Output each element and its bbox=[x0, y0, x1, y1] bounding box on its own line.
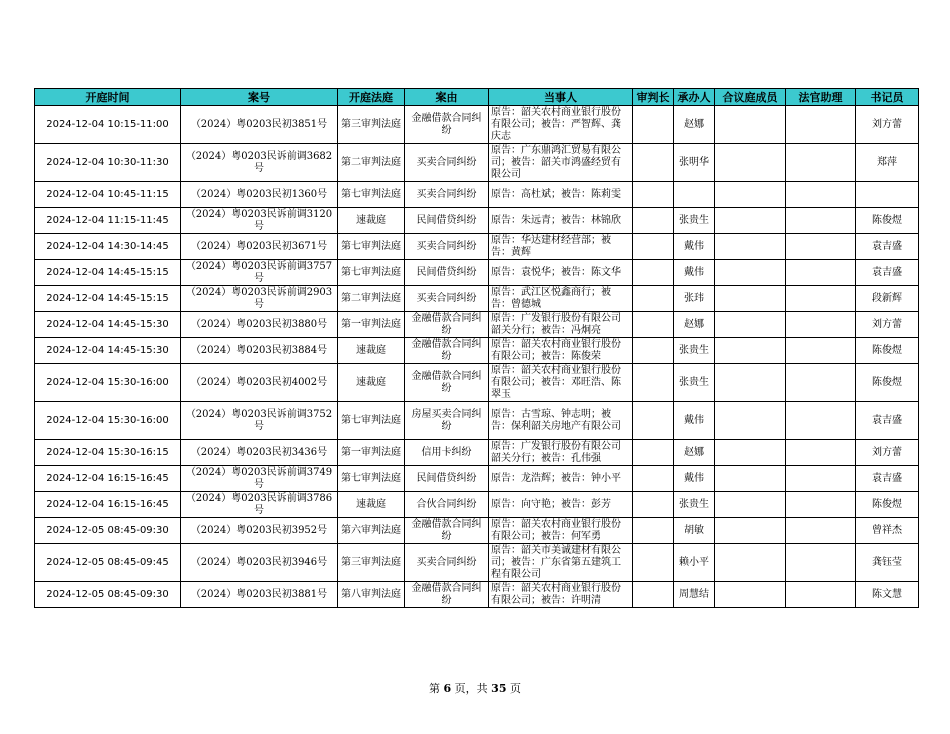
table-row bbox=[35, 208, 919, 234]
parties-cell: 原告：广东鼎鸿汇贸易有限公司；被告：韶关市鸿盛经贸有限公司 bbox=[489, 144, 633, 182]
cause-cell: 买卖合同纠纷 bbox=[405, 144, 489, 182]
case-number-cell: （2024）粤0203民初3881号 bbox=[181, 582, 338, 608]
panel-members-cell bbox=[715, 518, 786, 544]
case-number-cell: （2024）粤0203民诉前调3749号 bbox=[181, 466, 338, 492]
handler-cell: 戴伟 bbox=[674, 466, 715, 492]
header-time: 开庭时间 bbox=[35, 89, 181, 106]
cause-cell: 金融借款合同纠纷 bbox=[405, 582, 489, 608]
case-number-cell: （2024）粤0203民初3671号 bbox=[181, 234, 338, 260]
clerk-cell: 段新辉 bbox=[856, 286, 919, 312]
parties-cell: 原告：广发银行股份有限公司韶关分行；被告：冯炯亮 bbox=[489, 312, 633, 338]
table-row bbox=[35, 402, 919, 440]
panel-members-cell bbox=[715, 440, 786, 466]
clerk-cell: 袁吉盛 bbox=[856, 260, 919, 286]
table-row bbox=[35, 106, 919, 144]
case-number-cell: （2024）粤0203民初3851号 bbox=[181, 106, 338, 144]
header-clerk: 书记员 bbox=[856, 89, 919, 106]
parties-cell: 原告：韶关农村商业银行股份有限公司；被告：严智辉、龚庆志 bbox=[489, 106, 633, 144]
handler-cell: 赵娜 bbox=[674, 106, 715, 144]
table-row bbox=[35, 492, 919, 518]
cause-cell: 信用卡纠纷 bbox=[405, 440, 489, 466]
table-row bbox=[35, 312, 919, 338]
panel-members-cell bbox=[715, 234, 786, 260]
cause-cell: 金融借款合同纠纷 bbox=[405, 312, 489, 338]
table-row bbox=[35, 582, 919, 608]
court-cell: 第七审判法庭 bbox=[338, 182, 405, 208]
footer-total-pages: 35 bbox=[491, 682, 507, 695]
header-panel-members: 合议庭成员 bbox=[715, 89, 786, 106]
footer-middle: 页，共 bbox=[451, 682, 492, 695]
cause-cell: 金融借款合同纠纷 bbox=[405, 518, 489, 544]
parties-cell: 原告：袁悦华；被告：陈文华 bbox=[489, 260, 633, 286]
table-row bbox=[35, 544, 919, 582]
judge-assistant-cell bbox=[786, 544, 856, 582]
presiding-judge-cell bbox=[633, 364, 674, 402]
court-cell: 第一审判法庭 bbox=[338, 440, 405, 466]
case-number-cell: （2024）粤0203民初3884号 bbox=[181, 338, 338, 364]
clerk-cell: 陈文慧 bbox=[856, 582, 919, 608]
panel-members-cell bbox=[715, 544, 786, 582]
case-number-cell: （2024）粤0203民诉前调3786号 bbox=[181, 492, 338, 518]
presiding-judge-cell bbox=[633, 402, 674, 440]
time-cell: 2024-12-04 10:30-11:30 bbox=[35, 144, 181, 182]
header-row bbox=[35, 89, 919, 106]
panel-members-cell bbox=[715, 466, 786, 492]
court-cell: 速裁庭 bbox=[338, 364, 405, 402]
time-cell: 2024-12-04 14:45-15:30 bbox=[35, 312, 181, 338]
table-row bbox=[35, 182, 919, 208]
panel-members-cell bbox=[715, 144, 786, 182]
cause-cell: 民间借贷纠纷 bbox=[405, 208, 489, 234]
handler-cell: 赵娜 bbox=[674, 440, 715, 466]
handler-cell: 戴伟 bbox=[674, 260, 715, 286]
handler-cell: 张贵生 bbox=[674, 492, 715, 518]
table-row bbox=[35, 466, 919, 492]
panel-members-cell bbox=[715, 402, 786, 440]
presiding-judge-cell bbox=[633, 582, 674, 608]
handler-cell: 戴伟 bbox=[674, 234, 715, 260]
clerk-cell: 龚钰莹 bbox=[856, 544, 919, 582]
header-presiding-judge: 审判长 bbox=[633, 89, 674, 106]
header-handler: 承办人 bbox=[674, 89, 715, 106]
presiding-judge-cell bbox=[633, 466, 674, 492]
presiding-judge-cell bbox=[633, 182, 674, 208]
table-row bbox=[35, 518, 919, 544]
judge-assistant-cell bbox=[786, 466, 856, 492]
panel-members-cell bbox=[715, 260, 786, 286]
table-row bbox=[35, 234, 919, 260]
presiding-judge-cell bbox=[633, 286, 674, 312]
court-cell: 速裁庭 bbox=[338, 338, 405, 364]
hearing-schedule-table bbox=[34, 88, 919, 608]
clerk-cell: 曾祥杰 bbox=[856, 518, 919, 544]
parties-cell: 原告：华达建材经营部；被告：黄辉 bbox=[489, 234, 633, 260]
case-number-cell: （2024）粤0203民初3952号 bbox=[181, 518, 338, 544]
cause-cell: 民间借贷纠纷 bbox=[405, 466, 489, 492]
table-row bbox=[35, 338, 919, 364]
judge-assistant-cell bbox=[786, 106, 856, 144]
judge-assistant-cell bbox=[786, 582, 856, 608]
time-cell: 2024-12-04 15:30-16:00 bbox=[35, 402, 181, 440]
case-number-cell: （2024）粤0203民初3880号 bbox=[181, 312, 338, 338]
court-cell: 第七审判法庭 bbox=[338, 234, 405, 260]
header-case-number: 案号 bbox=[181, 89, 338, 106]
handler-cell: 胡敏 bbox=[674, 518, 715, 544]
clerk-cell: 陈俊煜 bbox=[856, 364, 919, 402]
court-cell: 速裁庭 bbox=[338, 208, 405, 234]
cause-cell: 合伙合同纠纷 bbox=[405, 492, 489, 518]
panel-members-cell bbox=[715, 106, 786, 144]
time-cell: 2024-12-04 14:45-15:30 bbox=[35, 338, 181, 364]
parties-cell: 原告：朱远青；被告：林锦欣 bbox=[489, 208, 633, 234]
court-cell: 第三审判法庭 bbox=[338, 544, 405, 582]
case-number-cell: （2024）粤0203民初4002号 bbox=[181, 364, 338, 402]
panel-members-cell bbox=[715, 208, 786, 234]
handler-cell: 赖小平 bbox=[674, 544, 715, 582]
case-number-cell: （2024）粤0203民初3436号 bbox=[181, 440, 338, 466]
parties-cell: 原告：武江区悦鑫商行；被告：曾德城 bbox=[489, 286, 633, 312]
cause-cell: 买卖合同纠纷 bbox=[405, 182, 489, 208]
handler-cell: 张明华 bbox=[674, 144, 715, 182]
panel-members-cell bbox=[715, 286, 786, 312]
parties-cell: 原告：高杜斌；被告：陈莉雯 bbox=[489, 182, 633, 208]
presiding-judge-cell bbox=[633, 544, 674, 582]
footer-suffix: 页 bbox=[506, 682, 521, 695]
panel-members-cell bbox=[715, 582, 786, 608]
page-footer bbox=[0, 680, 950, 696]
case-number-cell: （2024）粤0203民初3946号 bbox=[181, 544, 338, 582]
presiding-judge-cell bbox=[633, 260, 674, 286]
clerk-cell: 陈俊煜 bbox=[856, 208, 919, 234]
header-parties: 当事人 bbox=[489, 89, 633, 106]
parties-cell: 原告：龙浩辉；被告：钟小平 bbox=[489, 466, 633, 492]
cause-cell: 买卖合同纠纷 bbox=[405, 544, 489, 582]
table-row bbox=[35, 144, 919, 182]
clerk-cell: 郑萍 bbox=[856, 144, 919, 182]
header-court: 开庭法庭 bbox=[338, 89, 405, 106]
time-cell: 2024-12-04 10:45-11:15 bbox=[35, 182, 181, 208]
court-cell: 第六审判法庭 bbox=[338, 518, 405, 544]
parties-cell: 原告：韶关农村商业银行股份有限公司；被告：何军勇 bbox=[489, 518, 633, 544]
time-cell: 2024-12-04 15:30-16:15 bbox=[35, 440, 181, 466]
table-row bbox=[35, 260, 919, 286]
court-cell: 第七审判法庭 bbox=[338, 466, 405, 492]
judge-assistant-cell bbox=[786, 182, 856, 208]
court-cell: 第三审判法庭 bbox=[338, 106, 405, 144]
judge-assistant-cell bbox=[786, 518, 856, 544]
parties-cell: 原告：韶关农村商业银行股份有限公司；被告：许明清 bbox=[489, 582, 633, 608]
footer-prefix: 第 bbox=[429, 682, 444, 695]
parties-cell: 原告：韶关农村商业银行股份有限公司；被告：陈俊荣 bbox=[489, 338, 633, 364]
presiding-judge-cell bbox=[633, 106, 674, 144]
case-number-cell: （2024）粤0203民诉前调3120号 bbox=[181, 208, 338, 234]
judge-assistant-cell bbox=[786, 492, 856, 518]
case-number-cell: （2024）粤0203民诉前调3757号 bbox=[181, 260, 338, 286]
case-number-cell: （2024）粤0203民初1360号 bbox=[181, 182, 338, 208]
handler-cell: 张贵生 bbox=[674, 364, 715, 402]
table-row bbox=[35, 440, 919, 466]
handler-cell: 戴伟 bbox=[674, 402, 715, 440]
time-cell: 2024-12-04 16:15-16:45 bbox=[35, 492, 181, 518]
parties-cell: 原告：向守艳；被告：彭芳 bbox=[489, 492, 633, 518]
handler-cell: 张贵生 bbox=[674, 338, 715, 364]
footer-page-number: 6 bbox=[443, 682, 452, 695]
judge-assistant-cell bbox=[786, 234, 856, 260]
judge-assistant-cell bbox=[786, 260, 856, 286]
time-cell: 2024-12-04 11:15-11:45 bbox=[35, 208, 181, 234]
judge-assistant-cell bbox=[786, 440, 856, 466]
judge-assistant-cell bbox=[786, 312, 856, 338]
parties-cell: 原告：古雪琼、钟志明；被告：保利韶关房地产有限公司 bbox=[489, 402, 633, 440]
case-number-cell: （2024）粤0203民诉前调3682号 bbox=[181, 144, 338, 182]
panel-members-cell bbox=[715, 182, 786, 208]
judge-assistant-cell bbox=[786, 208, 856, 234]
handler-cell: 张贵生 bbox=[674, 208, 715, 234]
judge-assistant-cell bbox=[786, 286, 856, 312]
handler-cell: 张玮 bbox=[674, 286, 715, 312]
header-judge-assistant: 法官助理 bbox=[786, 89, 856, 106]
clerk-cell: 刘方蕾 bbox=[856, 106, 919, 144]
clerk-cell: 袁吉盛 bbox=[856, 466, 919, 492]
court-cell: 第七审判法庭 bbox=[338, 402, 405, 440]
judge-assistant-cell bbox=[786, 338, 856, 364]
table-row bbox=[35, 364, 919, 402]
cause-cell: 民间借贷纠纷 bbox=[405, 260, 489, 286]
presiding-judge-cell bbox=[633, 492, 674, 518]
judge-assistant-cell bbox=[786, 144, 856, 182]
case-number-cell: （2024）粤0203民诉前调2903号 bbox=[181, 286, 338, 312]
clerk-cell bbox=[856, 182, 919, 208]
presiding-judge-cell bbox=[633, 144, 674, 182]
case-number-cell: （2024）粤0203民诉前调3752号 bbox=[181, 402, 338, 440]
handler-cell: 周慧结 bbox=[674, 582, 715, 608]
clerk-cell: 袁吉盛 bbox=[856, 402, 919, 440]
presiding-judge-cell bbox=[633, 208, 674, 234]
time-cell: 2024-12-04 14:45-15:15 bbox=[35, 286, 181, 312]
parties-cell: 原告：韶关市美诚建材有限公司；被告：广东省第五建筑工程有限公司 bbox=[489, 544, 633, 582]
cause-cell: 房屋买卖合同纠纷 bbox=[405, 402, 489, 440]
header-cause: 案由 bbox=[405, 89, 489, 106]
clerk-cell: 刘方蕾 bbox=[856, 312, 919, 338]
time-cell: 2024-12-05 08:45-09:30 bbox=[35, 518, 181, 544]
court-cell: 第二审判法庭 bbox=[338, 286, 405, 312]
cause-cell: 金融借款合同纠纷 bbox=[405, 364, 489, 402]
clerk-cell: 刘方蕾 bbox=[856, 440, 919, 466]
time-cell: 2024-12-04 15:30-16:00 bbox=[35, 364, 181, 402]
court-cell: 第七审判法庭 bbox=[338, 260, 405, 286]
handler-cell bbox=[674, 182, 715, 208]
presiding-judge-cell bbox=[633, 234, 674, 260]
presiding-judge-cell bbox=[633, 440, 674, 466]
judge-assistant-cell bbox=[786, 402, 856, 440]
handler-cell: 赵娜 bbox=[674, 312, 715, 338]
time-cell: 2024-12-04 14:45-15:15 bbox=[35, 260, 181, 286]
court-cell: 第八审判法庭 bbox=[338, 582, 405, 608]
time-cell: 2024-12-05 08:45-09:45 bbox=[35, 544, 181, 582]
cause-cell: 金融借款合同纠纷 bbox=[405, 106, 489, 144]
presiding-judge-cell bbox=[633, 338, 674, 364]
cause-cell: 买卖合同纠纷 bbox=[405, 234, 489, 260]
panel-members-cell bbox=[715, 338, 786, 364]
clerk-cell: 陈俊煜 bbox=[856, 338, 919, 364]
presiding-judge-cell bbox=[633, 312, 674, 338]
court-cell: 第二审判法庭 bbox=[338, 144, 405, 182]
panel-members-cell bbox=[715, 312, 786, 338]
parties-cell: 原告：广发银行股份有限公司韶关分行；被告：孔伟强 bbox=[489, 440, 633, 466]
parties-cell: 原告：韶关农村商业银行股份有限公司；被告：邓旺浩、陈翠玉 bbox=[489, 364, 633, 402]
time-cell: 2024-12-04 16:15-16:45 bbox=[35, 466, 181, 492]
court-cell: 速裁庭 bbox=[338, 492, 405, 518]
cause-cell: 买卖合同纠纷 bbox=[405, 286, 489, 312]
cause-cell: 金融借款合同纠纷 bbox=[405, 338, 489, 364]
judge-assistant-cell bbox=[786, 364, 856, 402]
panel-members-cell bbox=[715, 492, 786, 518]
court-cell: 第一审判法庭 bbox=[338, 312, 405, 338]
panel-members-cell bbox=[715, 364, 786, 402]
clerk-cell: 袁吉盛 bbox=[856, 234, 919, 260]
presiding-judge-cell bbox=[633, 518, 674, 544]
clerk-cell: 陈俊煜 bbox=[856, 492, 919, 518]
time-cell: 2024-12-04 10:15-11:00 bbox=[35, 106, 181, 144]
time-cell: 2024-12-04 14:30-14:45 bbox=[35, 234, 181, 260]
time-cell: 2024-12-05 08:45-09:30 bbox=[35, 582, 181, 608]
table-row bbox=[35, 286, 919, 312]
